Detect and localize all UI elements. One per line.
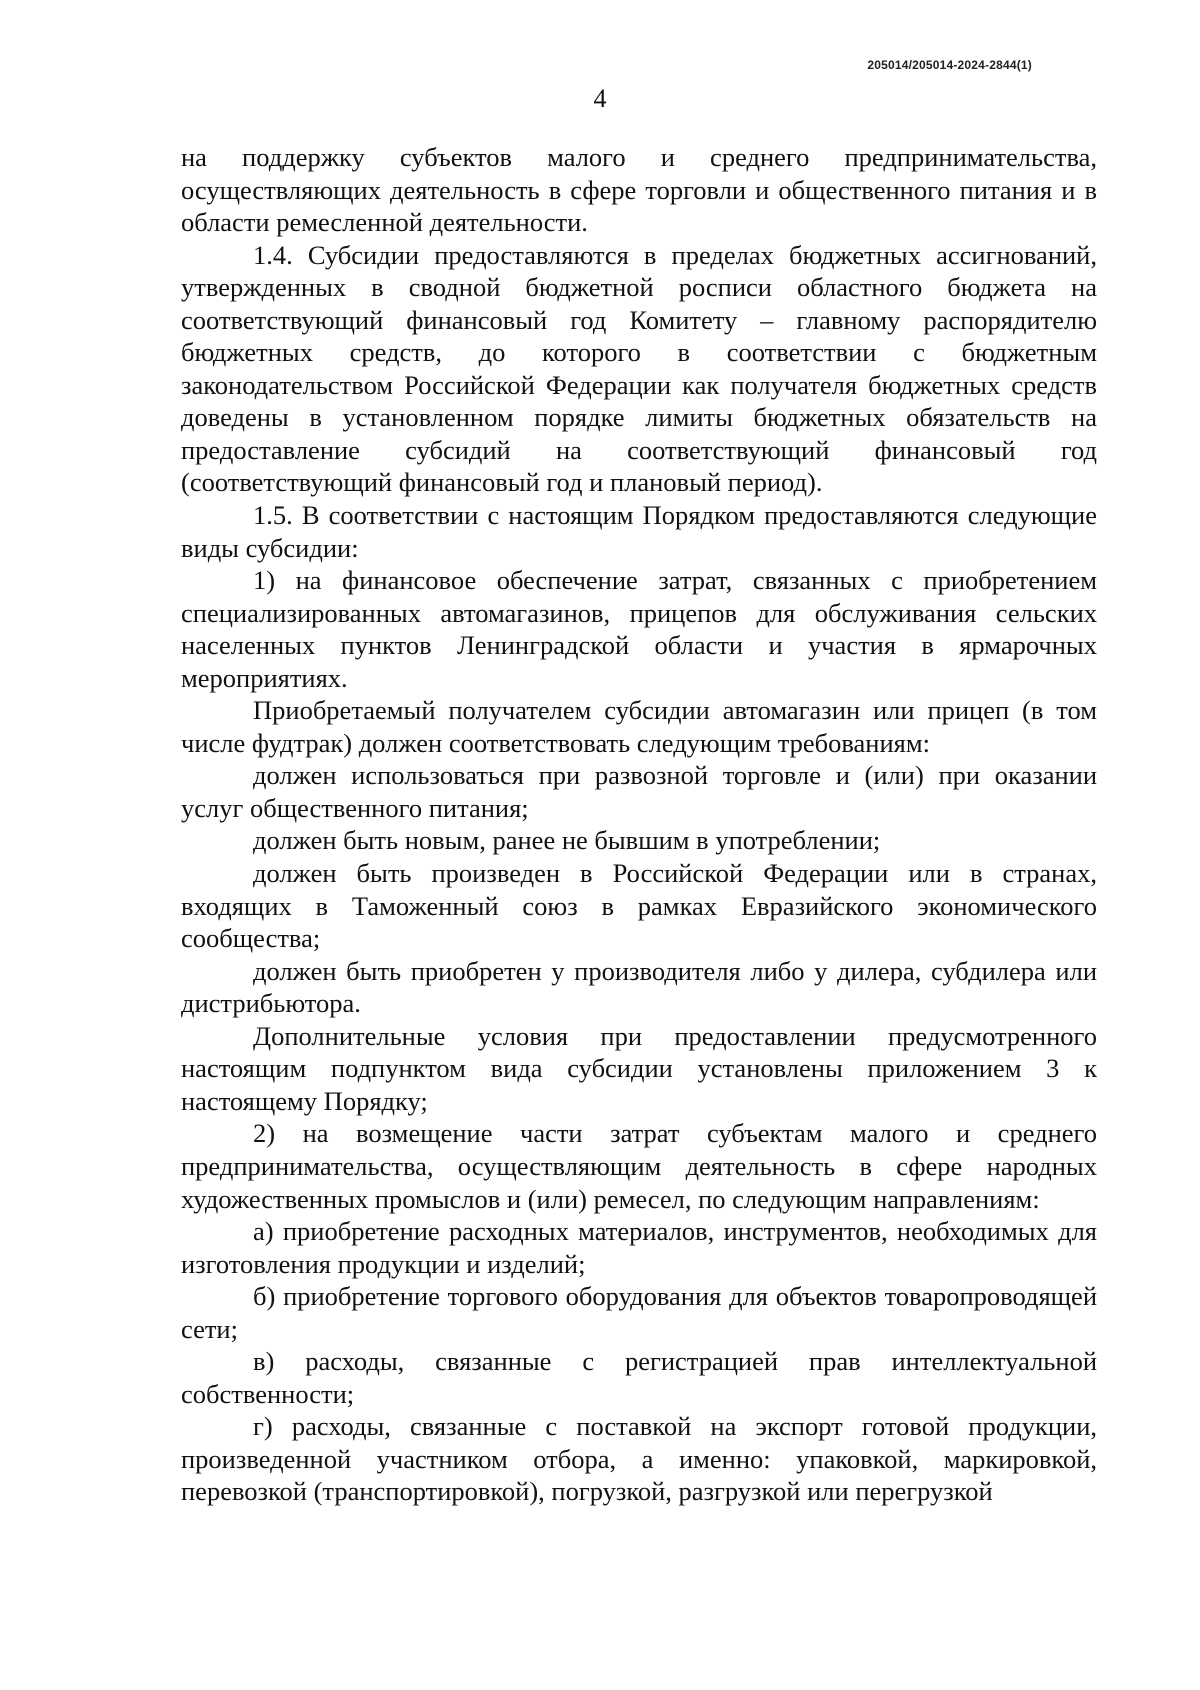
sub-item-a: а) приобретение расходных материалов, инструментов, необходимых для изготовления продукции и изделий; bbox=[181, 1216, 1097, 1279]
paragraph: Приобретаемый получателем субсидии автомагазин или прицеп (в том числе фудтрак) должен соответствовать следующим требованиям: bbox=[181, 695, 1097, 758]
requirement-item: должен быть приобретен у производителя либо у дилера, субдилера или дистрибьютора. bbox=[181, 955, 1097, 1019]
paragraph-1-5: 1.5. В соответствии с настоящим Порядком предоставляются следующие виды субсидии: bbox=[181, 500, 1097, 563]
sub-item-b: б) приобретение торгового оборудования для объектов товаропроводящей сети; bbox=[181, 1281, 1097, 1344]
sub-item-g: г) расходы, связанные с поставкой на экспорт готовой продукции, произведенной участником отбора, а именно: упаковкой, маркировкой, перевозкой (транспортировкой), погрузкой, разгрузкой или перегрузкой bbox=[181, 1411, 1097, 1507]
sub-item-v: в) расходы, связанные с регистрацией прав интеллектуальной собственности; bbox=[181, 1346, 1097, 1409]
requirement-item: должен быть новым, ранее не бывшим в употреблении; bbox=[253, 825, 881, 856]
requirement-item: должен использоваться при развозной торговле и (или) при оказании услуг общественного питания; bbox=[181, 760, 1097, 823]
list-item-1: 1) на финансовое обеспечение затрат, связанных с приобретением специализированных автомагазинов, прицепов для обслуживания сельских населенных пунктов Ленинградской области и участия в ярмарочных мероприятиях. bbox=[181, 565, 1097, 693]
document-body bbox=[181, 141, 1097, 1508]
paragraph-1-4: 1.4. Субсидии предоставляются в пределах бюджетных ассигнований, утвержденных в сводной бюджетной росписи областного бюджета на соответствующий финансовый год Комитету – главному распорядителю бюджетных средств, до которого в соответствии с бюджетным законодательством Российской Федерации как получателя бюджетных средств доведены в установленном порядке лимиты бюджетных обязательств на предоставление субсидий на соответствующий финансовый год (соответствующий финансовый год и плановый период). bbox=[181, 239, 1097, 498]
page-number: 4 bbox=[593, 84, 607, 113]
paragraph: на поддержку субъектов малого и среднего предпринимательства, осуществляющих деятельность в сфере торговли и общественного питания и в области ремесленной деятельности. bbox=[181, 142, 1097, 238]
paragraph: Дополнительные условия при предоставлении предусмотренного настоящим подпунктом вида субсидии установлены приложением 3 к настоящему Порядку; bbox=[181, 1020, 1097, 1116]
document-id: 205014/205014-2024-2844(1) bbox=[867, 58, 1032, 72]
requirement-item: должен быть произведен в Российской Федерации или в странах, входящих в Таможенный союз в рамках Евразийского экономического сообщества; bbox=[181, 858, 1097, 954]
list-item-2: 2) на возмещение части затрат субъектам малого и среднего предпринимательства, осуществляющим деятельность в сфере народных художественных промыслов и (или) ремесел, по следующим направлениям: bbox=[181, 1118, 1097, 1214]
